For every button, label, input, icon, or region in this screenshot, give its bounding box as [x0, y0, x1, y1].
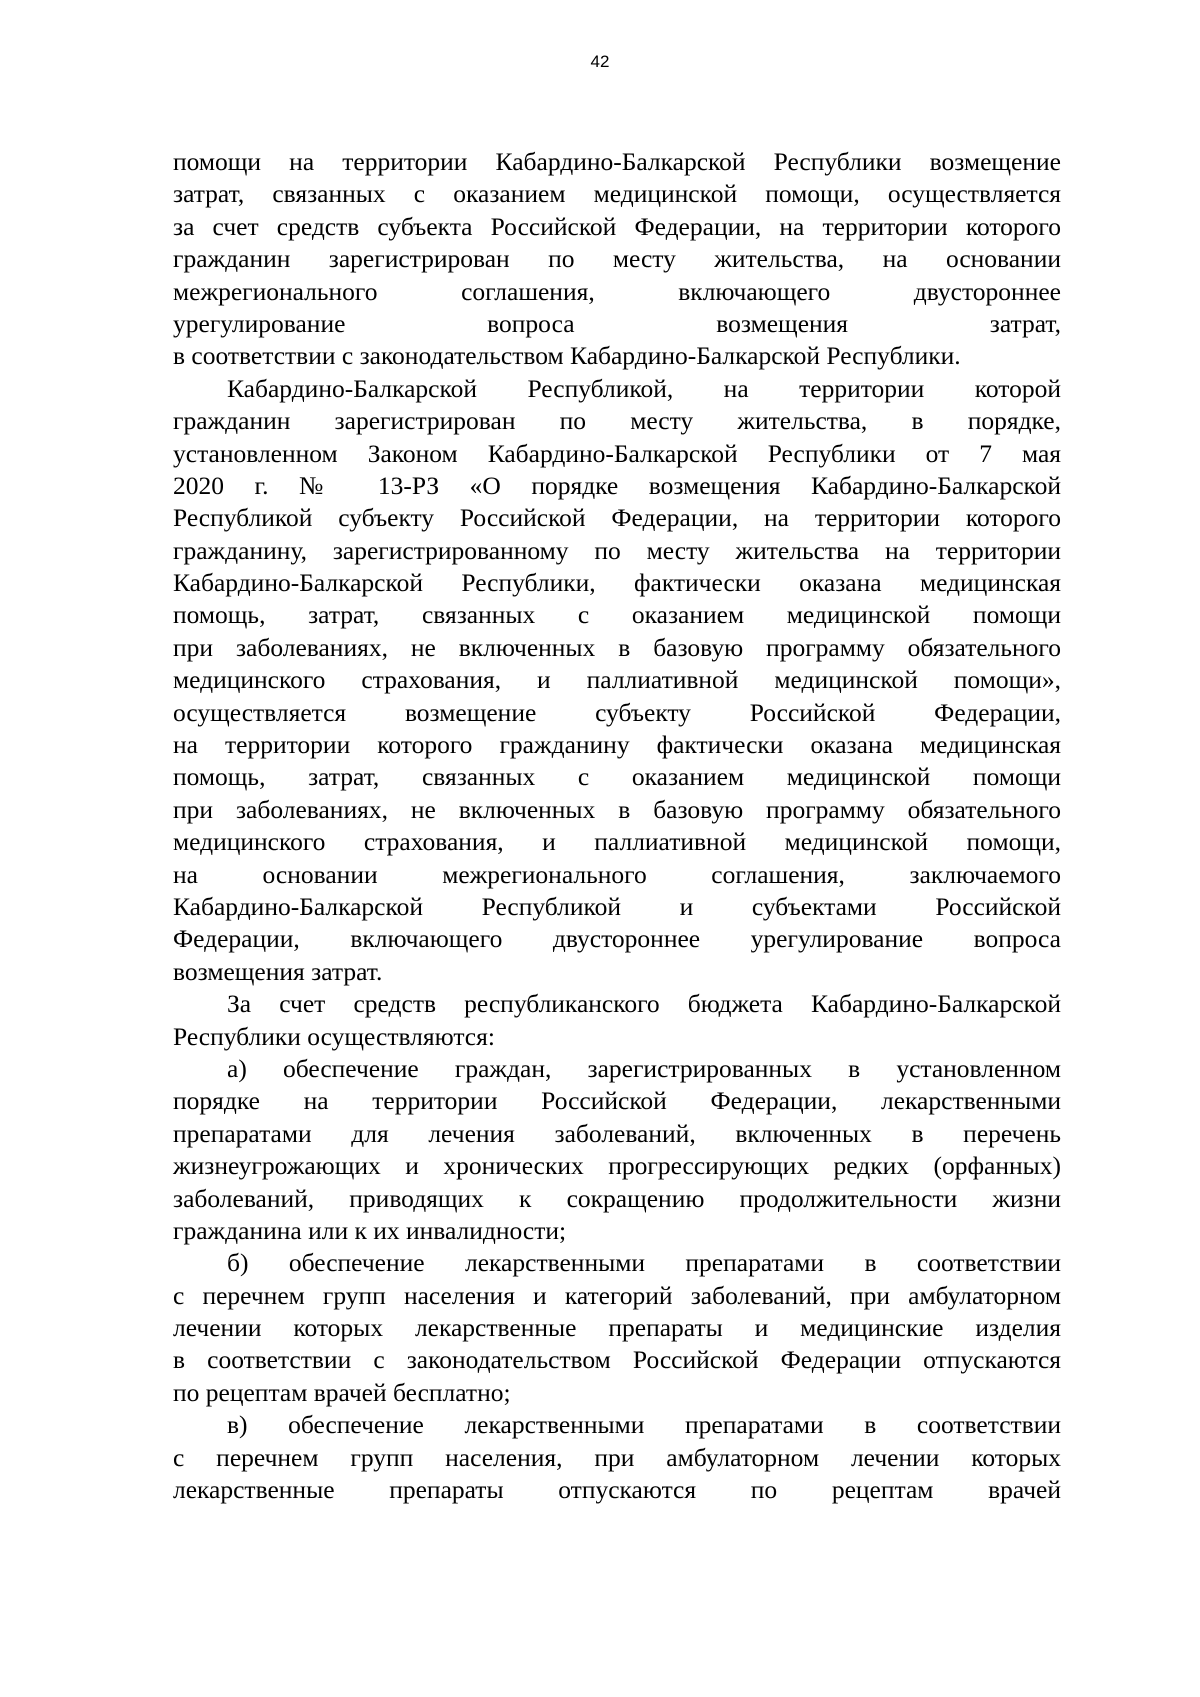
text-line: с перечнем групп населения, при амбулаторном лечении которых [173, 1442, 1061, 1472]
text-line: установленном Законом Кабардино-Балкарской Республики от 7 мая [173, 438, 1061, 468]
text-line: гражданин зарегистрирован по месту жительства, на основании [173, 244, 1061, 274]
text-line: 2020 г. № 13-РЗ «О порядке возмещения Кабардино-Балкарской [173, 470, 1061, 500]
text-line: за счет средств субъекта Российской Федерации, на территории которого [173, 211, 1061, 241]
text-line: гражданин зарегистрирован по месту жительства, в порядке, [173, 406, 1061, 436]
text-line: затрат, связанных с оказанием медицинской помощи, осуществляется [173, 179, 1061, 209]
text-line: б) обеспечение лекарственными препаратами в соответствии [227, 1248, 1061, 1278]
text-line: возмещения затрат. [173, 956, 383, 986]
document-body [173, 146, 1061, 1506]
text-line: помощь, затрат, связанных с оказанием медицинской помощи [173, 600, 1061, 630]
text-line: Кабардино-Балкарской Республикой и субъектами Российской [173, 891, 1061, 921]
text-line: в) обеспечение лекарственными препаратами в соответствии [227, 1410, 1061, 1440]
text-line: заболеваний, приводящих к сокращению продолжительности жизни [173, 1183, 1061, 1213]
text-line: а) обеспечение граждан, зарегистрированных в установленном [227, 1053, 1061, 1083]
text-line: гражданина или к их инвалидности; [173, 1215, 567, 1245]
text-line: Федерации, включающего двустороннее урегулирование вопроса [173, 924, 1061, 954]
text-line: на территории которого гражданину фактически оказана медицинская [173, 730, 1061, 760]
text-line: лечении которых лекарственные препараты и медицинские изделия [173, 1313, 1061, 1343]
text-line: Республикой субъекту Российской Федерации, на территории которого [173, 503, 1061, 533]
text-line: медицинского страхования, и паллиативной медицинской помощи», [173, 665, 1061, 695]
text-line: осуществляется возмещение субъекту Российской Федерации, [173, 697, 1061, 727]
text-line: Кабардино-Балкарской Республикой, на территории которой [227, 373, 1061, 403]
text-line: с перечнем групп населения и категорий заболеваний, при амбулаторном [173, 1280, 1061, 1310]
text-line: на основании межрегионального соглашения, заключаемого [173, 859, 1061, 889]
text-line: при заболеваниях, не включенных в базовую программу обязательного [173, 632, 1061, 662]
text-line: порядке на территории Российской Федерации, лекарственными [173, 1086, 1061, 1116]
text-line: урегулирование вопроса возмещения затрат, [173, 308, 1061, 338]
text-line: межрегионального соглашения, включающего двустороннее [173, 276, 1061, 306]
text-line: в соответствии с законодательством Кабардино-Балкарской Республики. [173, 341, 961, 371]
text-line: помощи на территории Кабардино-Балкарской Республики возмещение [173, 147, 1061, 176]
text-line: Республики осуществляются: [173, 1021, 495, 1051]
text-line: медицинского страхования, и паллиативной медицинской помощи, [173, 827, 1061, 857]
text-line: препаратами для лечения заболеваний, включенных в перечень [173, 1118, 1061, 1148]
text-line: в соответствии с законодательством Российской Федерации отпускаются [173, 1345, 1061, 1375]
page-number: 42 [590, 52, 610, 71]
text-line: За счет средств республиканского бюджета Кабардино-Балкарской [227, 989, 1061, 1019]
text-line: помощь, затрат, связанных с оказанием медицинской помощи [173, 762, 1061, 792]
text-line: при заболеваниях, не включенных в базовую программу обязательного [173, 794, 1061, 824]
text-line: гражданину, зарегистрированному по месту жительства на территории [173, 535, 1061, 565]
text-line: лекарственные препараты отпускаются по рецептам врачей [173, 1475, 1061, 1505]
text-line: по рецептам врачей бесплатно; [173, 1377, 511, 1407]
text-line: жизнеугрожающих и хронических прогрессирующих редких (орфанных) [173, 1151, 1061, 1181]
text-line: Кабардино-Балкарской Республики, фактически оказана медицинская [173, 568, 1061, 598]
